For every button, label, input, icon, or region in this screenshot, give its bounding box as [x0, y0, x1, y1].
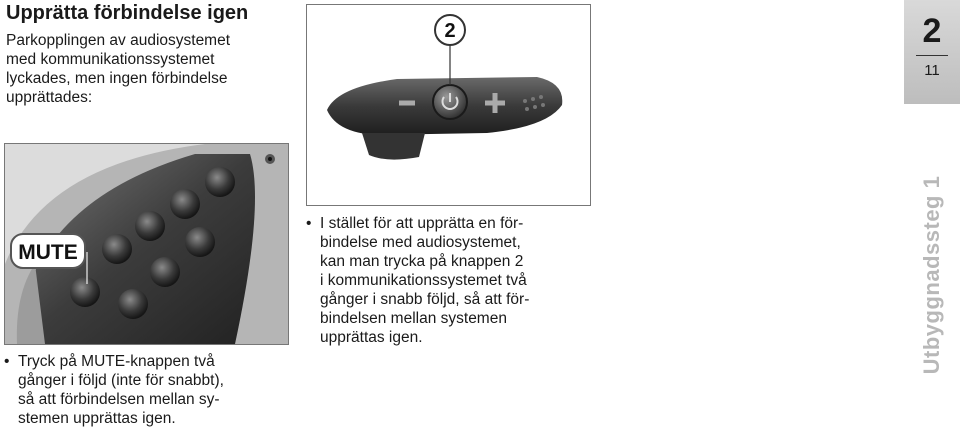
tab-divider	[916, 55, 948, 56]
bullet-line: upprättas igen.	[320, 329, 423, 346]
bullet-line: i kommunikationssystemet två	[320, 272, 527, 289]
callout-number: 2	[444, 20, 456, 42]
page-number: 11	[924, 62, 940, 79]
side-section-label: Utbyggnadssteg 1	[919, 175, 944, 375]
instruction-bullet	[306, 214, 596, 364]
intro-text	[6, 31, 296, 107]
bullet-line: gånger i snabb följd, så att för-	[320, 291, 530, 308]
bullet-line: kan man trycka på knappen 2	[320, 253, 524, 270]
control-unit-illustration	[307, 5, 590, 205]
bullet-line: Tryck på MUTE-knappen två	[18, 353, 215, 370]
chapter-number: 2	[922, 12, 942, 50]
bullet-marker: •	[4, 353, 10, 370]
bullet-line: gånger i följd (inte för snabbt),	[18, 372, 224, 389]
mute-callout: MUTE	[18, 241, 78, 264]
mute-panel-illustration	[5, 144, 288, 344]
bullet-line: bindelsen mellan systemen	[320, 310, 507, 327]
control-unit-photo	[306, 4, 591, 206]
instruction-bullet	[4, 352, 294, 442]
intro-line: lyckades, men ingen förbindelse	[6, 70, 228, 87]
bullet-line: I stället för att upprätta en för-	[320, 215, 524, 232]
chapter-tab	[904, 0, 960, 104]
bullet-line: så att förbindelsen mellan sy-	[18, 391, 220, 408]
page-title: Upprätta förbindelse igen	[6, 2, 249, 24]
bullet-marker: •	[306, 215, 312, 232]
intro-line: Parkopplingen av audiosystemet	[6, 32, 231, 49]
intro-line: med kommunikationssystemet	[6, 51, 215, 68]
bullet-line: bindelse med audiosystemet,	[320, 234, 521, 251]
mute-button-photo	[4, 143, 289, 345]
bullet-line: stemen upprättas igen.	[18, 410, 176, 427]
intro-line: upprättades:	[6, 89, 93, 106]
